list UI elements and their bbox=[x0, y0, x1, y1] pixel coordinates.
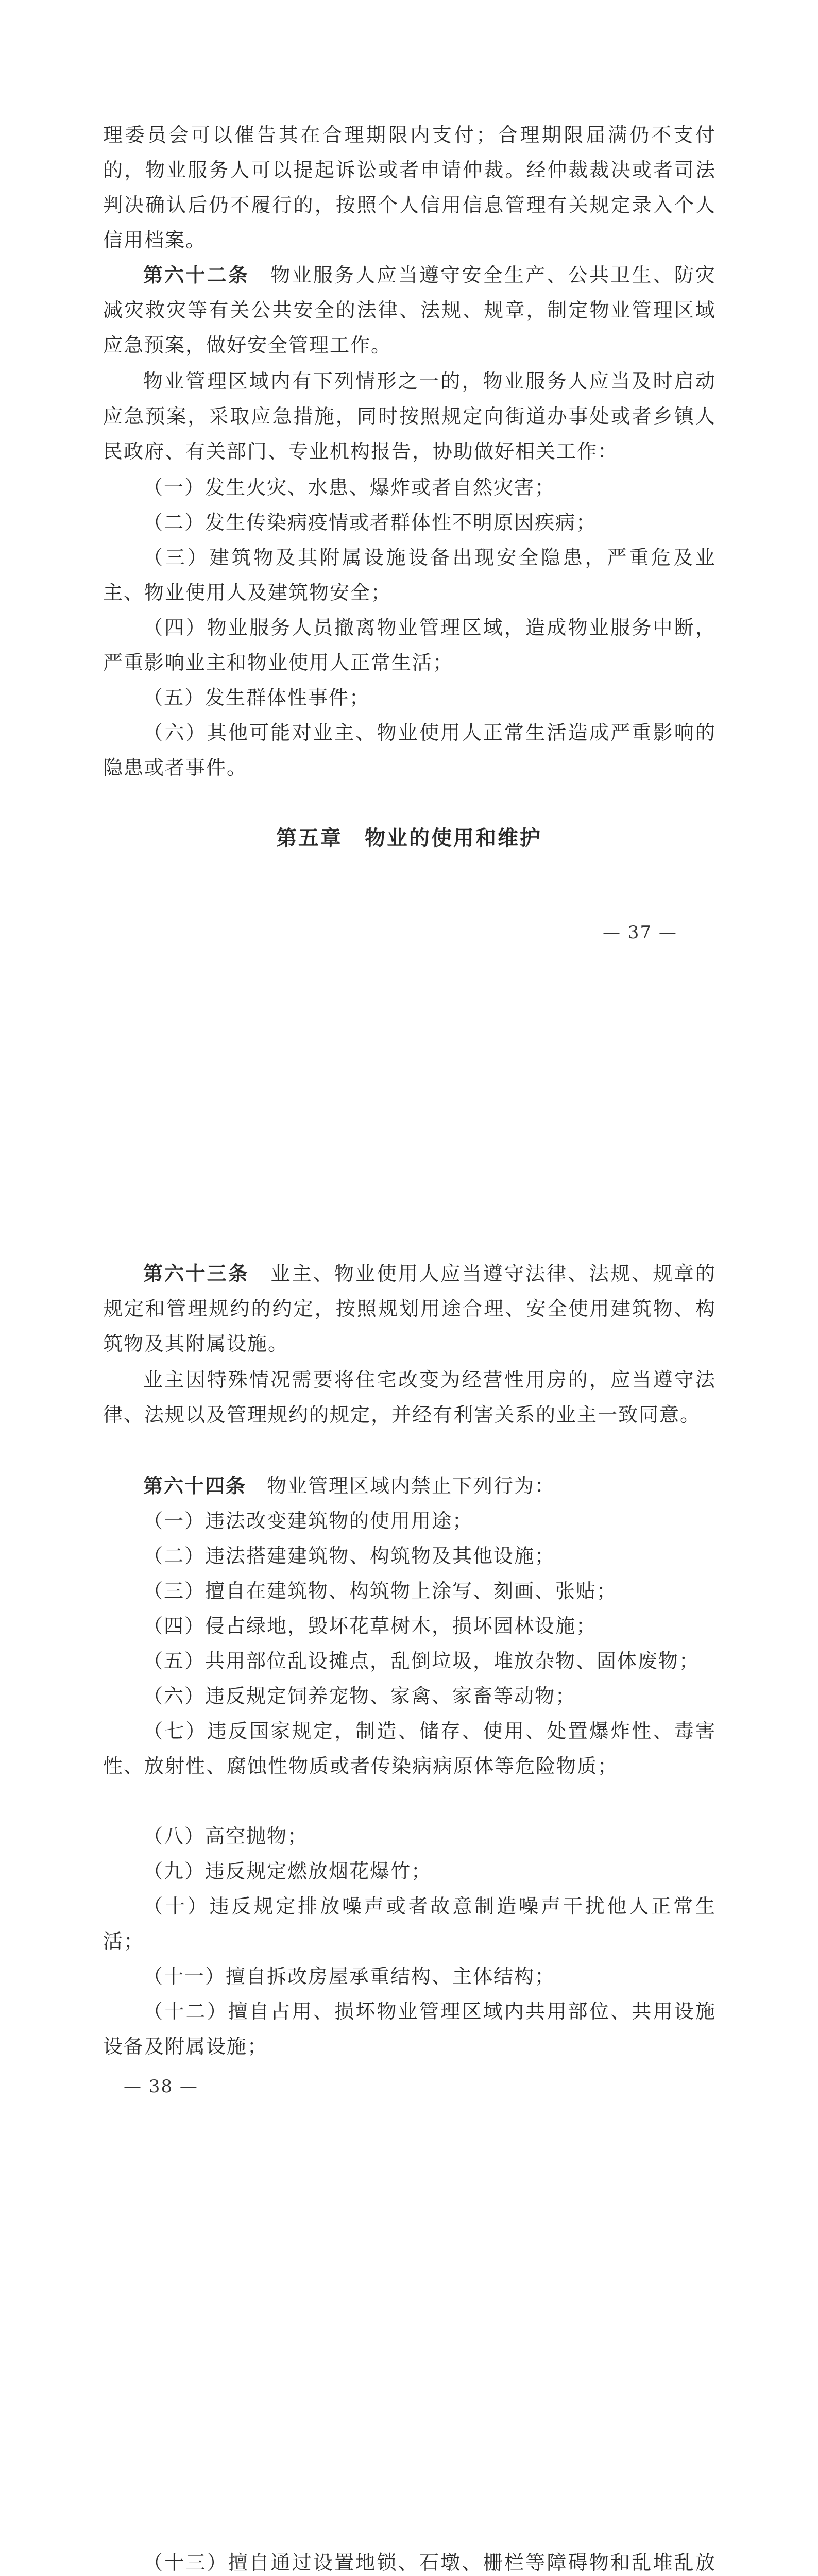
article-text: 业主、物业使用人应当遵守法律、法规、规章的规定和管理规约的约定，按照规划用途合理、安全使用建筑物、构筑物及其附属设施。 bbox=[103, 1262, 716, 1355]
list-item: （八）高空抛物； bbox=[143, 1825, 309, 1848]
list-item: （七）违反国家规定，制造、储存、使用、处置爆炸性、毒害性、放射性、腐蚀性物质或者传染病病原体等危险物质； bbox=[103, 1720, 716, 1777]
article-63 bbox=[103, 1256, 716, 1361]
list-item: （五）发生群体性事件； bbox=[143, 686, 370, 709]
article-62 bbox=[103, 258, 716, 363]
list-item: （一）发生火灾、水患、爆炸或者自然灾害； bbox=[143, 476, 556, 499]
list-item: （一）违法改变建筑物的使用用途； bbox=[143, 1510, 473, 1532]
list-item: （六）其他可能对业主、物业使用人正常生活造成严重影响的隐患或者事件。 bbox=[103, 721, 716, 779]
paragraph: 业主因特殊情况需要将住宅改变为经营性用房的，应当遵守法律、法规以及管理规约的规定，并经有利害关系的业主一致同意。 bbox=[103, 1368, 716, 1426]
list-item: （四）侵占绿地，毁坏花草树木，损坏园林设施； bbox=[143, 1615, 597, 1637]
article-text: 物业管理区域内禁止下列行为： bbox=[267, 1475, 556, 1497]
list-item: （九）违反规定燃放烟花爆竹； bbox=[143, 1860, 432, 1883]
page-number: — 37 — bbox=[603, 922, 677, 943]
list-item: （四）物业服务人员撤离物业管理区域，造成物业服务中断，严重影响业主和物业使用人正常生活； bbox=[103, 616, 716, 674]
page-number: — 38 — bbox=[124, 2076, 198, 2097]
list-item: （五）共用部位乱设摊点，乱倒垃圾，堆放杂物、固体废物； bbox=[143, 1650, 700, 1672]
list-item: （二）违法搭建建筑物、构筑物及其他设施； bbox=[143, 1545, 556, 1567]
list-item: （十二）擅自占用、损坏物业管理区域内共用部位、共用设施设备及附属设施； bbox=[103, 2000, 716, 2058]
list-item: （二）发生传染病疫情或者群体性不明原因疾病； bbox=[143, 511, 597, 534]
article-text: 物业服务人应当遵守安全生产、公共卫生、防灾减灾救灾等有关公共安全的法律、法规、规章，制定物业管理区域应急预案，做好安全管理工作。 bbox=[103, 264, 716, 357]
list-item: （三）建筑物及其附属设施设备出现安全隐患，严重危及业主、物业使用人及建筑物安全； bbox=[103, 546, 716, 604]
article-title: 第六十三条 bbox=[143, 1262, 250, 1285]
list-item: （六）违反规定饲养宠物、家禽、家畜等动物； bbox=[143, 1685, 576, 1707]
list-item: （三）擅自在建筑物、构筑物上涂写、刻画、张贴； bbox=[143, 1580, 618, 1602]
paragraph: 理委员会可以催告其在合理期限内支付；合理期限届满仍不支付的，物业服务人可以提起诉讼或者申请仲裁。经仲裁裁决或者司法判决确认后仍不履行的，按照个人信用信息管理有关规定录入个人信用档案。 bbox=[103, 124, 716, 251]
list-item: （十一）擅自拆改房屋承重结构、主体结构； bbox=[143, 1965, 556, 1988]
article-title: 第六十二条 bbox=[143, 264, 250, 286]
paragraph: 物业管理区域内有下列情形之一的，物业服务人应当及时启动应急预案，采取应急措施，同时按照规定向街道办事处或者乡镇人民政府、有关部门、专业机构报告，协助做好相关工作： bbox=[103, 370, 716, 463]
article-title: 第六十四条 bbox=[143, 1475, 247, 1497]
list-item: （十）违反规定排放噪声或者故意制造噪声干扰他人正常生活； bbox=[103, 1895, 716, 1953]
list-item: （十三）擅自通过设置地锁、石墩、栅栏等障碍物和乱堆乱放 bbox=[143, 2551, 716, 2574]
article-64 bbox=[103, 1468, 716, 1503]
chapter-heading: 第五章 物业的使用和维护 bbox=[276, 826, 542, 850]
